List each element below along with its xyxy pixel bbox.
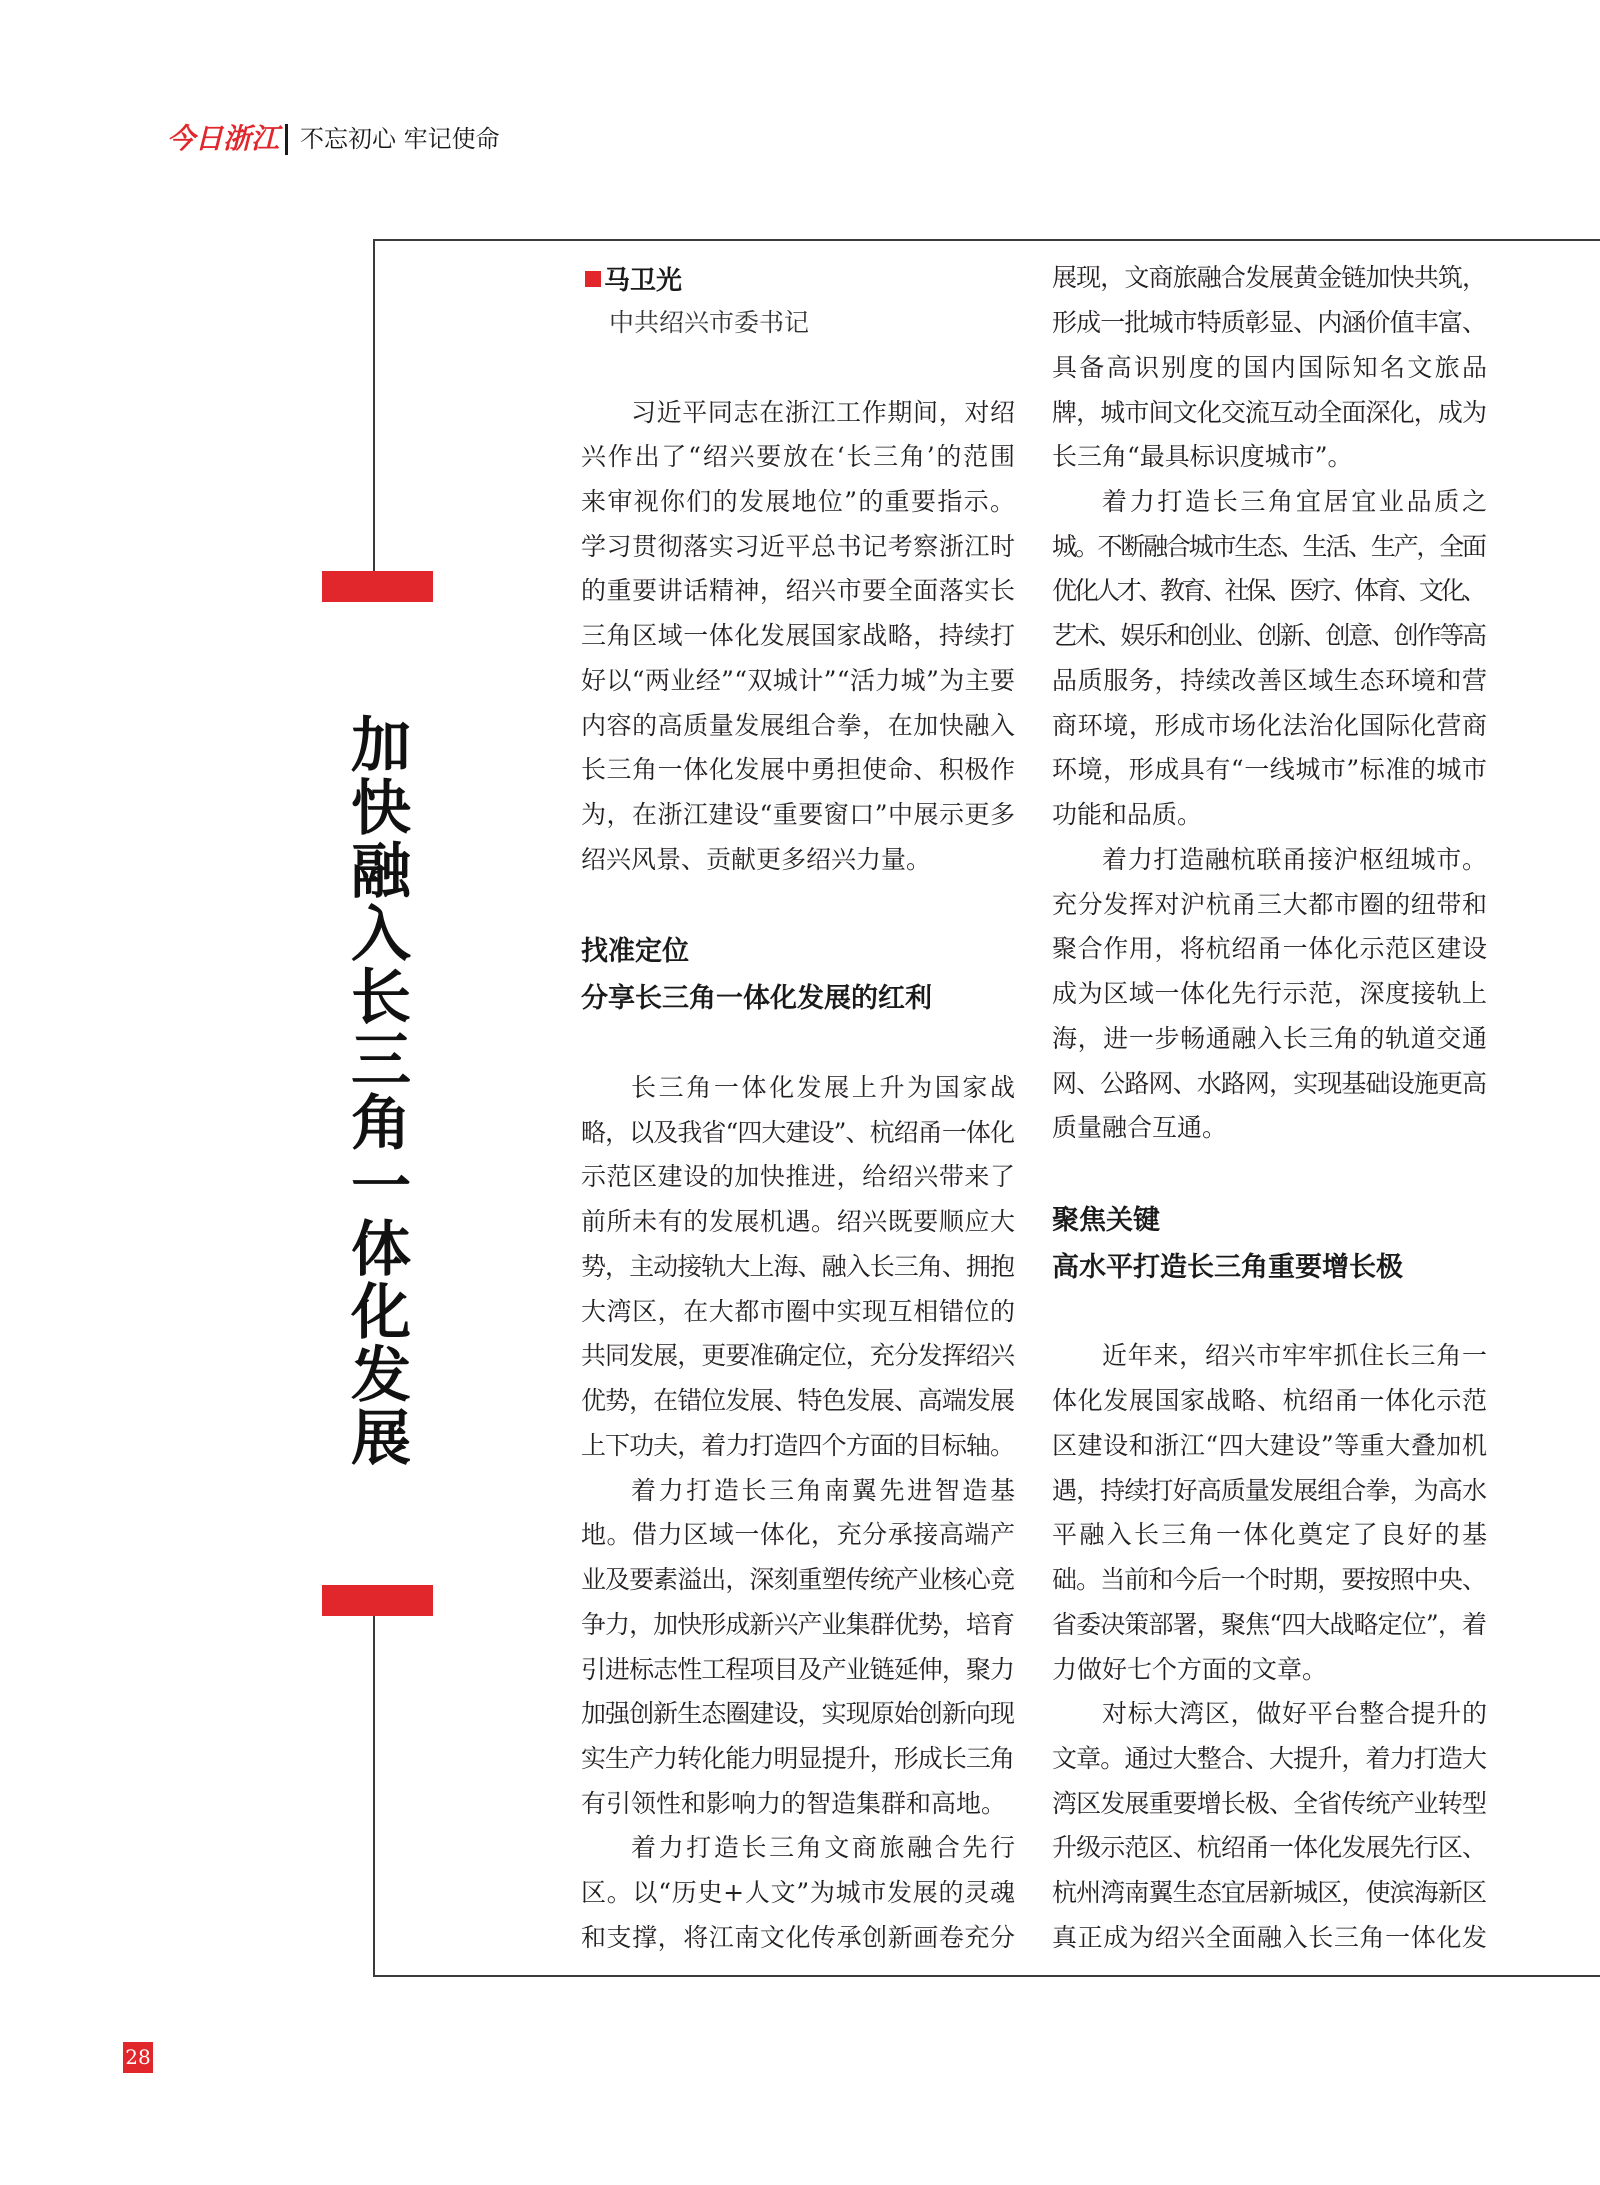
text-line-content: 和支撑，将江南文化传承创新画卷充分 xyxy=(581,1922,1016,1952)
text-line-content: 环境，形成具有“一线城市”标准的城市 xyxy=(1052,755,1488,785)
section-heading xyxy=(1052,1197,1487,1291)
text-line-content: 争力，加快形成新兴产业集群优势，培育 xyxy=(581,1609,1015,1639)
text-line-content: 展现，文商旅融合发展黄金链加快共筑， xyxy=(1052,263,1487,293)
text-line-content: 湾区发展重要增长极、全省传统产业转型 xyxy=(1052,1788,1487,1818)
article-headline: 加快融入长三角一体化发展 xyxy=(341,713,411,1469)
text-line-content: 成为区域一体化先行示范，深度接轨上 xyxy=(1052,979,1488,1009)
author-position: 中共绍兴市委书记 xyxy=(609,308,810,338)
article-paragraph xyxy=(581,1066,1018,1469)
article-paragraph xyxy=(581,391,1015,883)
article-paragraph xyxy=(1052,1334,1490,1692)
page-number: 28 xyxy=(123,2042,153,2073)
text-line xyxy=(581,1782,1015,1827)
text-line xyxy=(581,1916,1015,1961)
text-line xyxy=(581,1245,1015,1290)
text-line-content: 优化人才、教育、社保、医疗、体育、文化、 xyxy=(1052,576,1484,606)
text-line xyxy=(1052,301,1487,346)
text-line-content: 着力打造长三角宜居宜业品质之 xyxy=(1102,486,1490,516)
text-line-content: 真正成为绍兴全面融入长三角一体化发 xyxy=(1052,1922,1488,1952)
text-line-content: 区建设和浙江“四大建设”等重大叠加机 xyxy=(1052,1430,1488,1460)
text-line-content: 为，在浙江建设“重要窗口”中展示更多 xyxy=(581,800,1016,830)
text-line-content: 长三角一体化发展上升为国家战 xyxy=(631,1072,1018,1102)
section-heading-title: 高水平打造长三角重要增长极 xyxy=(1052,1251,1403,1283)
text-line xyxy=(581,1111,1015,1156)
section-heading-kicker: 聚焦关键 xyxy=(1052,1204,1160,1236)
text-line xyxy=(1052,1603,1487,1648)
text-line-content: 质量融合互通。 xyxy=(1052,1113,1228,1143)
text-line xyxy=(581,1200,1015,1245)
text-line xyxy=(581,793,1015,838)
byline xyxy=(581,256,1015,390)
text-line xyxy=(581,1155,1015,1200)
text-line xyxy=(581,1826,1018,1871)
text-line-content: 长三角一体化发展中勇担使命、积极作 xyxy=(581,755,1016,785)
text-line xyxy=(1052,1871,1487,1916)
text-line xyxy=(581,1692,1015,1737)
text-line-content: 对标大湾区，做好平台整合提升的 xyxy=(1102,1699,1488,1729)
text-line xyxy=(581,1558,1015,1603)
text-line-content: 文章。通过大整合、大提升，着力打造大 xyxy=(1052,1743,1487,1773)
text-line xyxy=(581,704,1015,749)
text-column-2 xyxy=(1052,256,1490,1960)
text-line-content: 兴作出了“绍兴要放在‘长三角’的范围 xyxy=(581,442,1017,472)
text-line-content: 优势，在错位发展、特色发展、高端发展 xyxy=(581,1386,1015,1416)
text-line-content: 大湾区，在大都市圈中实现互相错位的 xyxy=(581,1296,1016,1326)
text-line xyxy=(1052,1062,1487,1107)
text-line xyxy=(581,1737,1015,1782)
text-line xyxy=(1052,883,1487,928)
text-line-content: 共同发展，更要准确定位，充分发挥绍兴 xyxy=(581,1341,1015,1371)
text-line xyxy=(1052,1334,1487,1379)
text-line-content: 好以“两业经”“双城计”“活力城”为主要 xyxy=(581,665,1016,695)
frame-rule-left-upper xyxy=(373,239,375,572)
text-line xyxy=(1052,1737,1487,1782)
section-heading-title: 分享长三角一体化发展的红利 xyxy=(581,983,932,1015)
text-line-content: 示范区建设的加快推进，给绍兴带来了 xyxy=(581,1162,1016,1192)
text-line-content: 加强创新生态圈建设，实现原始创新向现 xyxy=(581,1699,1015,1729)
text-line-content: 习近平同志在浙江工作期间，对绍 xyxy=(631,397,1016,427)
text-line xyxy=(581,1648,1015,1693)
text-line xyxy=(581,1513,1015,1558)
text-line-content: 来审视你们的发展地位”的重要指示。 xyxy=(581,486,1017,516)
text-line-content: 区。以“历史+人文”为城市发展的灵魂 xyxy=(581,1878,1016,1908)
text-line-content: 艺术、娱乐和创业、创新、创意、创作等高 xyxy=(1052,621,1485,651)
text-line-content: 力做好七个方面的文章。 xyxy=(1052,1654,1328,1684)
text-line xyxy=(1052,1692,1487,1737)
text-line-content: 三角区域一体化发展国家战略，持续打 xyxy=(581,621,1016,651)
text-line xyxy=(1052,1424,1487,1469)
section-heading xyxy=(581,928,1015,1022)
text-line xyxy=(581,1334,1015,1379)
headline-accent-bar-top xyxy=(322,571,433,602)
text-line xyxy=(581,748,1015,793)
text-line xyxy=(1052,972,1487,1017)
text-line xyxy=(1052,346,1490,391)
text-line xyxy=(1052,256,1487,301)
text-line xyxy=(581,525,1015,570)
text-line xyxy=(581,1379,1015,1424)
text-line xyxy=(1052,1379,1487,1424)
text-line-content: 的重要讲话精神，绍兴市要全面落实长 xyxy=(581,576,1016,606)
text-line xyxy=(1052,480,1490,525)
text-line xyxy=(1052,614,1487,659)
text-line-content: 商环境，形成市场化法治化国际化营商 xyxy=(1052,710,1488,740)
text-line xyxy=(1052,793,1487,838)
byline-spacer xyxy=(581,346,1015,391)
text-line-content: 海，进一步畅通融入长三角的轨道交通 xyxy=(1052,1023,1488,1053)
text-line xyxy=(581,1871,1015,1916)
header-divider xyxy=(285,124,288,155)
text-line xyxy=(1052,435,1487,480)
text-line-content: 内容的高质量发展组合拳，在加快融入 xyxy=(581,710,1016,740)
text-line-content: 着力打造融杭联甬接沪枢纽城市。 xyxy=(1102,844,1488,874)
text-line xyxy=(1052,659,1487,704)
text-line xyxy=(1052,1513,1490,1558)
column-1-body xyxy=(581,391,1018,1961)
text-line xyxy=(581,1290,1015,1335)
text-line xyxy=(581,838,1015,883)
text-line-content: 充分发挥对沪杭甬三大都市圈的纽带和 xyxy=(1052,889,1488,919)
text-line-content: 品质服务，持续改善区域生态环境和营 xyxy=(1052,665,1488,695)
text-line-content: 地。借力区域一体化，充分承接高端产 xyxy=(581,1520,1016,1550)
text-line xyxy=(1052,1916,1487,1961)
text-line-content: 着力打造长三角文商旅融合先行 xyxy=(631,1833,1018,1863)
text-line xyxy=(581,1469,1018,1514)
text-line-content: 平融入长三角一体化奠定了良好的基 xyxy=(1052,1520,1490,1550)
header-slogan: 不忘初心 牢记使命 xyxy=(300,125,500,153)
text-line xyxy=(1052,1782,1487,1827)
section-heading-kicker: 找准定位 xyxy=(581,936,689,968)
text-line-content: 着力打造长三角南翼先进智造基 xyxy=(631,1475,1018,1505)
headline-accent-bar-bottom xyxy=(322,1585,433,1616)
magazine-logo: 今日浙江 xyxy=(167,122,280,155)
text-line xyxy=(1052,748,1487,793)
text-line xyxy=(1052,838,1487,883)
article-paragraph xyxy=(581,1469,1018,1827)
article-paragraph xyxy=(1052,1692,1487,1960)
text-line xyxy=(581,391,1015,436)
text-line xyxy=(1052,1469,1487,1514)
text-line-content: 杭州湾南翼生态宜居新城区，使滨海新区 xyxy=(1052,1878,1487,1908)
text-line xyxy=(581,1424,1015,1469)
text-line xyxy=(581,614,1015,659)
text-line-content: 省委决策部署，聚焦“四大战略定位”，着 xyxy=(1052,1609,1487,1639)
text-line-content: 功能和品质。 xyxy=(1052,800,1203,830)
text-line xyxy=(1052,927,1487,972)
text-line-content: 前所未有的发展机遇。绍兴既要顺应大 xyxy=(581,1207,1016,1237)
text-line-content: 础。当前和今后一个时期，要按照中央、 xyxy=(1052,1565,1487,1595)
frame-rule-bottom xyxy=(373,1975,1600,1977)
text-line-content: 城。不断融合城市生态、生活、生产，全面 xyxy=(1052,531,1485,561)
text-line xyxy=(1052,1106,1487,1151)
text-column-1 xyxy=(581,256,1018,1960)
text-line-content: 网、公路网、水路网，实现基础设施更高 xyxy=(1052,1068,1487,1098)
byline-author-line xyxy=(581,256,1015,301)
text-line-content: 具备高识别度的国内国际知名文旅品 xyxy=(1052,352,1490,382)
text-line-content: 长三角“最具标识度城市”。 xyxy=(1052,442,1353,472)
text-line xyxy=(1052,1558,1487,1603)
text-line xyxy=(581,569,1015,614)
text-line-content: 体化发展国家战略、杭绍甬一体化示范 xyxy=(1052,1386,1488,1416)
article-paragraph xyxy=(581,1826,1018,1960)
article-paragraph xyxy=(1052,480,1490,838)
text-line xyxy=(1052,1017,1487,1062)
text-line-content: 形成一批城市特质彰显、内涵价值丰富、 xyxy=(1052,308,1487,338)
article-paragraph xyxy=(1052,838,1487,1151)
text-line xyxy=(581,1066,1018,1111)
frame-rule-top xyxy=(373,239,1600,241)
frame-rule-left-lower xyxy=(373,1616,375,1977)
text-line-content: 近年来，绍兴市牢牢抓住长三角一 xyxy=(1102,1341,1488,1371)
text-line xyxy=(1052,525,1487,570)
text-line xyxy=(581,1603,1015,1648)
text-line-content: 引进标志性工程项目及产业链延伸，聚力 xyxy=(581,1654,1015,1684)
text-line-content: 绍兴风景、贡献更多绍兴力量。 xyxy=(581,844,932,874)
text-line xyxy=(581,659,1015,704)
column-2-body xyxy=(1052,256,1490,1960)
text-line xyxy=(1052,1826,1487,1871)
text-line-content: 业及要素溢出，深刻重塑传统产业核心竞 xyxy=(581,1565,1015,1595)
text-line xyxy=(581,480,1015,525)
text-line-content: 实生产力转化能力明显提升，形成长三角 xyxy=(581,1743,1015,1773)
text-line-content: 升级示范区、杭绍甬一体化发展先行区、 xyxy=(1052,1833,1487,1863)
text-line-content: 牌，城市间文化交流互动全面深化，成为 xyxy=(1052,397,1487,427)
text-line xyxy=(581,435,1015,480)
text-line-content: 聚合作用，将杭绍甬一体化示范区建设 xyxy=(1052,934,1488,964)
author-name: 马卫光 xyxy=(604,266,683,297)
article-paragraph xyxy=(1052,256,1490,480)
text-line xyxy=(1052,704,1487,749)
text-line xyxy=(1052,1648,1487,1693)
text-line-content: 略，以及我省“四大建设”、杭绍甬一体化 xyxy=(581,1117,1015,1147)
text-line-content: 有引领性和影响力的智造集群和高地。 xyxy=(581,1788,1007,1818)
text-line-content: 学习贯彻落实习近平总书记考察浙江时 xyxy=(581,531,1016,561)
red-square-icon xyxy=(585,271,601,287)
text-line xyxy=(1052,569,1487,614)
text-line-content: 上下功夫，着力打造四个方面的目标轴。 xyxy=(581,1430,1015,1460)
text-line-content: 遇，持续打好高质量发展组合拳，为高水 xyxy=(1052,1475,1487,1505)
text-line xyxy=(1052,391,1487,436)
text-line-content: 势，主动接轨大上海、融入长三角、拥抱 xyxy=(581,1251,1015,1281)
